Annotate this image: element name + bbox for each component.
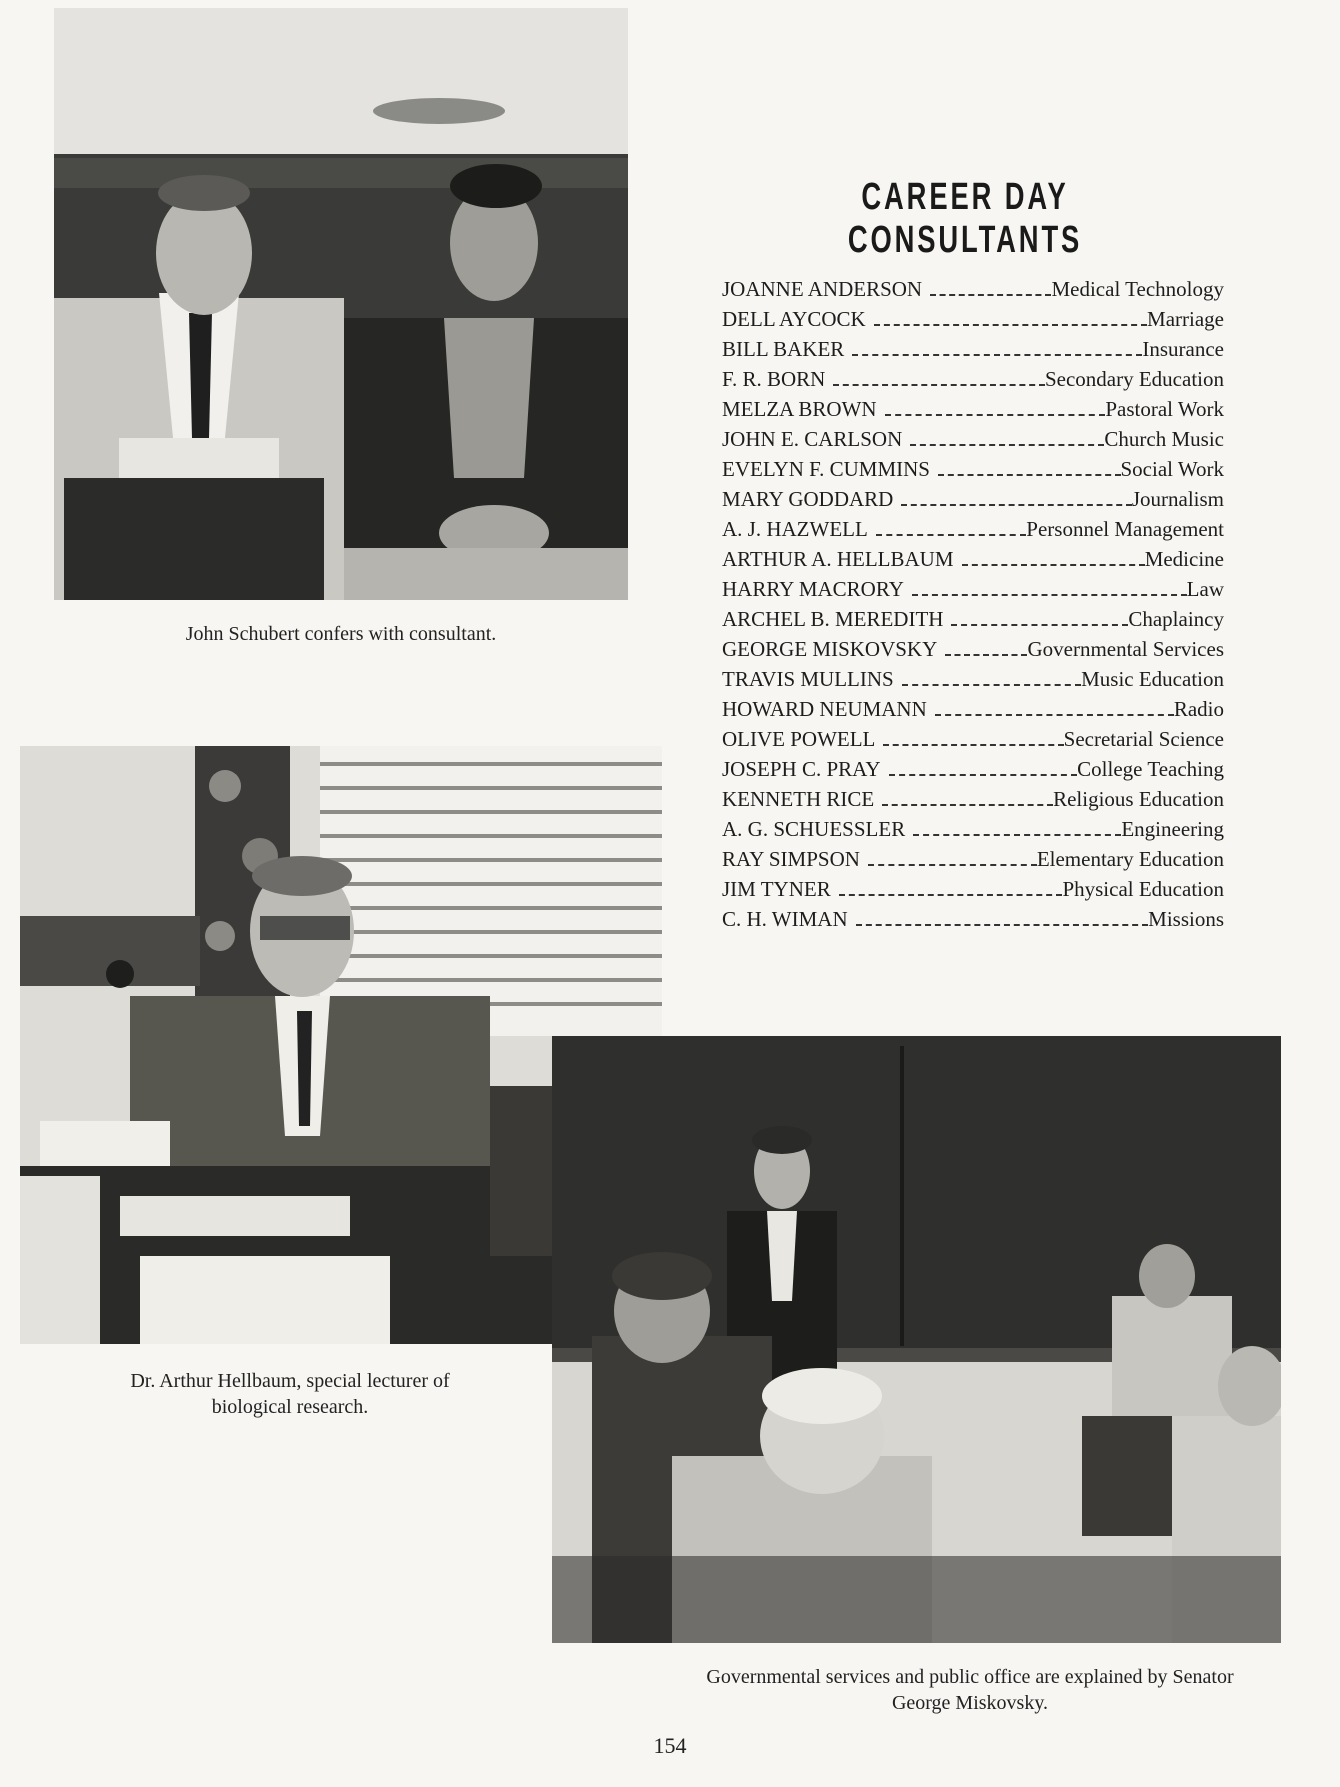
consultant-field: Chaplaincy [1128, 607, 1224, 631]
page-title: CAREER DAY CONSULTANTS [847, 176, 1083, 261]
consultant-name: GEORGE MISKOVSKY [722, 637, 938, 661]
dot-leader [874, 324, 1147, 326]
consultant-name: RAY SIMPSON [722, 847, 860, 871]
consultant-name: HOWARD NEUMANN [722, 697, 927, 721]
consultant-field: College Teaching [1077, 757, 1224, 781]
consultant-field: Law [1186, 577, 1224, 601]
consultant-row [722, 814, 1224, 844]
dot-leader [868, 864, 1037, 866]
consultant-field: Religious Education [1053, 787, 1224, 811]
consultant-field: Physical Education [1062, 877, 1224, 901]
consultant-row [722, 664, 1224, 694]
consultant-name: EVELYN F. CUMMINS [722, 457, 930, 481]
dot-leader [901, 504, 1132, 506]
dot-leader [856, 924, 1149, 926]
consultant-field: Insurance [1142, 337, 1224, 361]
consultant-row [722, 694, 1224, 724]
consultant-row [722, 754, 1224, 784]
dot-leader [883, 744, 1063, 746]
consultant-name: ARTHUR A. HELLBAUM [722, 547, 954, 571]
consultant-name: MELZA BROWN [722, 397, 877, 421]
consultant-name: OLIVE POWELL [722, 727, 876, 751]
consultant-row [722, 634, 1224, 664]
photo-consultant-meeting-image [54, 8, 628, 600]
photo-consultant-meeting-caption: John Schubert confers with consultant. [185, 623, 497, 645]
consultant-row [722, 544, 1224, 574]
consultant-field: Elementary Education [1036, 847, 1224, 871]
consultant-row [722, 904, 1224, 934]
consultant-row [722, 784, 1224, 814]
consultant-field: Secondary Education [1044, 367, 1224, 391]
dot-leader [913, 834, 1121, 836]
consultant-row [722, 574, 1224, 604]
consultant-field: Medical Technology [1051, 277, 1224, 301]
consultant-name: F. R. BORN [722, 367, 826, 391]
dot-leader [930, 294, 1051, 296]
consultant-field: Missions [1148, 907, 1224, 931]
dot-leader [910, 444, 1104, 446]
dot-leader [935, 714, 1174, 716]
consultant-field: Church Music [1104, 427, 1224, 451]
consultant-field: Medicine [1144, 547, 1224, 571]
photo-consultant-meeting [54, 8, 628, 600]
consultant-row [722, 274, 1224, 304]
consultant-row [722, 604, 1224, 634]
dot-leader [889, 774, 1078, 776]
consultant-row [722, 364, 1224, 394]
consultant-name: TRAVIS MULLINS [722, 667, 894, 691]
dot-leader [945, 654, 1027, 656]
page-number: 154 [653, 1733, 687, 1758]
dot-leader [912, 594, 1187, 596]
consultant-name: A. G. SCHUESSLER [722, 817, 906, 841]
dot-leader [962, 564, 1145, 566]
dot-leader [902, 684, 1081, 686]
consultant-row [722, 874, 1224, 904]
dot-leader [839, 894, 1063, 896]
consultant-row [722, 724, 1224, 754]
consultant-field: Engineering [1121, 817, 1224, 841]
consultant-row [722, 514, 1224, 544]
consultant-name: A. J. HAZWELL [722, 517, 868, 541]
consultant-row [722, 454, 1224, 484]
consultant-field: Pastoral Work [1105, 397, 1224, 421]
consultant-name: JIM TYNER [722, 877, 831, 901]
consultant-name: KENNETH RICE [722, 787, 875, 811]
dot-leader [833, 384, 1045, 386]
dot-leader [885, 414, 1106, 416]
consultant-row [722, 394, 1224, 424]
consultant-field: Journalism [1131, 487, 1224, 511]
photo-miskovsky-lecture-image [552, 1036, 1281, 1643]
consultant-name: MARY GODDARD [722, 487, 894, 511]
consultant-name: BILL BAKER [722, 337, 845, 361]
dot-leader [882, 804, 1053, 806]
consultant-name: HARRY MACRORY [722, 577, 904, 601]
consultant-name: JOHN E. CARLSON [722, 427, 903, 451]
consultant-row [722, 844, 1224, 874]
consultant-list [722, 274, 1224, 934]
consultant-row [722, 484, 1224, 514]
consultant-field: Governmental Services [1027, 637, 1224, 661]
photo-miskovsky-lecture [552, 1036, 1281, 1643]
consultant-row [722, 424, 1224, 454]
consultant-field: Social Work [1120, 457, 1224, 481]
consultant-name: JOSEPH C. PRAY [722, 757, 881, 781]
consultant-name: DELL AYCOCK [722, 307, 866, 331]
dot-leader [876, 534, 1026, 536]
consultant-name: C. H. WIMAN [722, 907, 848, 931]
consultant-field: Personnel Management [1026, 517, 1224, 541]
consultant-name: JOANNE ANDERSON [722, 277, 923, 301]
consultant-row [722, 304, 1224, 334]
photo-miskovsky-lecture-caption: Governmental services and public office are explained by Senator George Miskovsky. [706, 1666, 1234, 1714]
dot-leader [951, 624, 1128, 626]
photo-hellbaum-desk-caption: Dr. Arthur Hellbaum, special lecturer of biological research. [130, 1370, 450, 1418]
consultant-field: Radio [1173, 697, 1224, 721]
dot-leader [852, 354, 1142, 356]
consultant-name: ARCHEL B. MEREDITH [722, 607, 944, 631]
dot-leader [938, 474, 1121, 476]
consultant-field: Secretarial Science [1063, 727, 1224, 751]
consultant-field: Marriage [1147, 307, 1224, 331]
consultant-row [722, 334, 1224, 364]
consultant-field: Music Education [1081, 667, 1224, 691]
